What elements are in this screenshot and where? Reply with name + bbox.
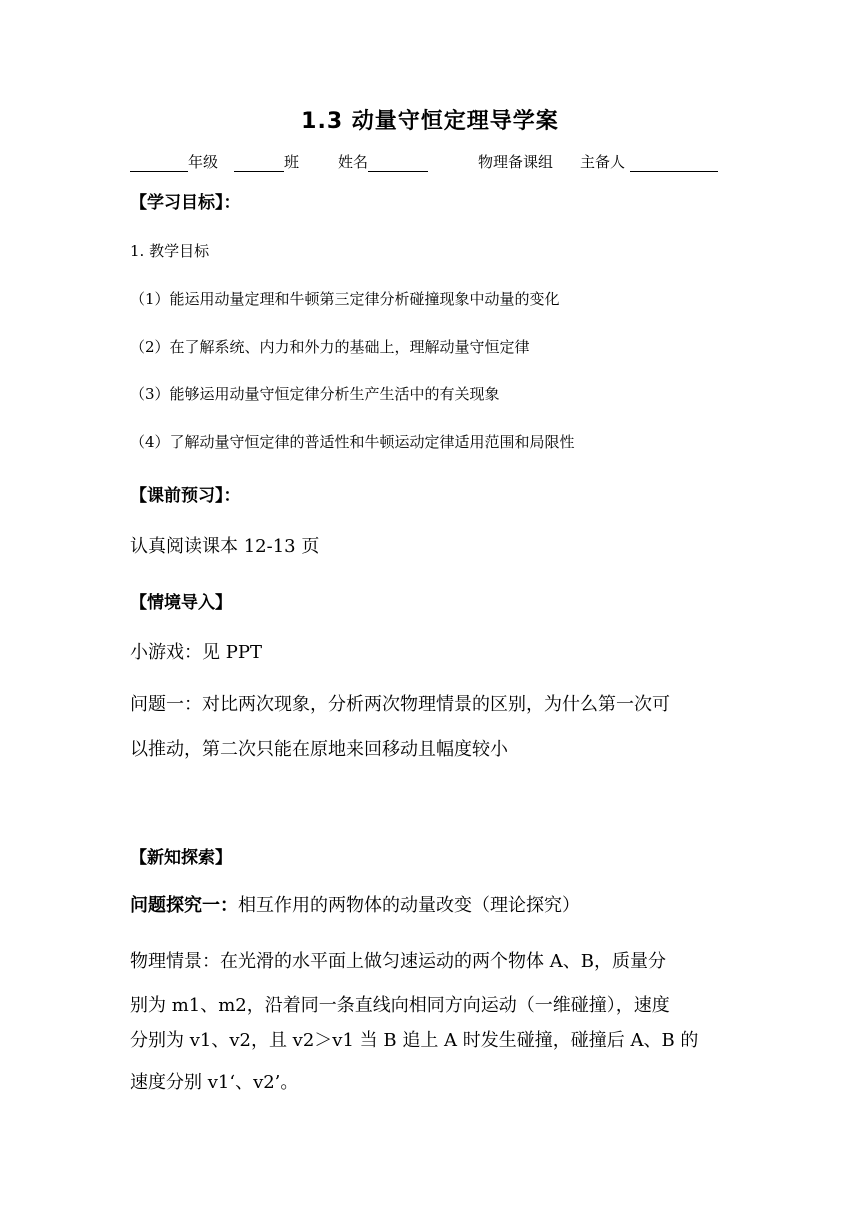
goals-heading: 【学习目标】：: [130, 193, 241, 213]
preparer-field[interactable]: [580, 151, 718, 172]
scenario-line: 别为 m1、m2，沿着同一条直线向相同方向运动（一维碰撞），速度: [130, 995, 670, 1016]
goal-item: （3）能够运用动量守恒定律分析生产生活中的有关现象: [130, 385, 500, 403]
intro-question-line: 以推动，第二次只能在原地来回移动且幅度较小: [130, 739, 508, 760]
goals-subheading: 1. 教学目标: [130, 242, 210, 260]
explore-question-text: 相互作用的两物体的动量改变（理论探究）: [238, 895, 580, 916]
grade-field[interactable]: [130, 151, 218, 172]
preparer-label: 主备人: [580, 153, 626, 171]
document-title: 1.3 动量守恒定理导学案: [301, 109, 559, 134]
class-label: 班: [284, 153, 300, 171]
preview-heading: 【课前预习】：: [130, 486, 241, 506]
explore-question: [130, 889, 740, 922]
scenario-line: 物理情景：在光滑的水平面上做匀速运动的两个物体 A、B，质量分: [130, 951, 666, 972]
goal-item: （2）在了解系统、内力和外力的基础上，理解动量守恒定律: [130, 338, 530, 356]
class-field[interactable]: [234, 151, 299, 172]
intro-question-line: 问题一：对比两次现象，分析两次物理情景的区别，为什么第一次可: [130, 694, 670, 715]
group-label: 物理备课组: [478, 153, 554, 171]
explore-heading: 【新知探索】: [130, 848, 232, 868]
goal-item: （4）了解动量守恒定律的普适性和牛顿运动定律适用范围和局限性: [130, 433, 575, 451]
info-line: [130, 151, 740, 175]
scenario-line: 速度分别 v1‘、v2’。: [130, 1072, 299, 1093]
intro-game: 小游戏：见 PPT: [130, 642, 262, 663]
explore-question-label: 问题探究一：: [130, 895, 238, 916]
name-field[interactable]: [338, 151, 428, 172]
grade-label: 年级: [188, 153, 219, 171]
intro-heading: 【情境导入】: [130, 593, 232, 613]
goal-item: （1）能运用动量定理和牛顿第三定律分析碰撞现象中动量的变化: [130, 290, 560, 308]
scenario-line: 分别为 v1、v2，且 v2＞v1 当 B 追上 A 时发生碰撞，碰撞后 A、B 的: [130, 1030, 699, 1051]
name-label: 姓名: [338, 153, 369, 171]
preview-text: 认真阅读课本 12-13 页: [130, 536, 320, 557]
